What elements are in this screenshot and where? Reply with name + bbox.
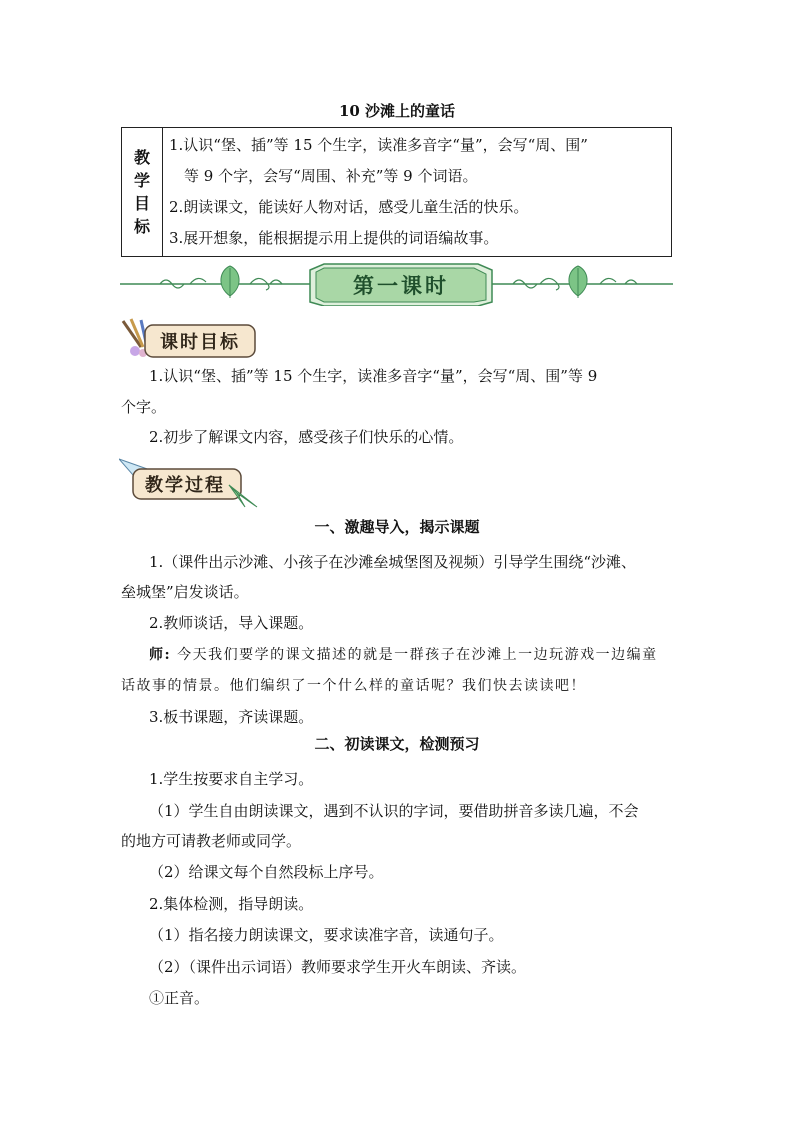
lesson-banner [120, 262, 673, 306]
goals-heading-cell [122, 128, 163, 257]
teaching-process-tag-label: 教学过程 [145, 475, 225, 496]
lesson-goal-line [121, 422, 673, 453]
paragraph [121, 547, 673, 578]
goal-line: 1.认识“堡、插”等 15 个生字，读准多音字“量”，会写“周、围” [169, 136, 588, 154]
teacher-speech-text: 今天我们要学的课文描述的就是一群孩子在沙滩上一边玩游戏一边编童 [171, 647, 658, 663]
teacher-label: 师: [149, 647, 172, 663]
paragraph-text: 2.教师谈话，导入课题。 [149, 614, 314, 632]
paragraph-text: （1）学生自由朗读课文，遇到不认识的字词，要借助拼音多读几遍，不会 [149, 802, 639, 820]
paragraph-text: ①正音。 [149, 989, 210, 1007]
paragraph-text: 3.板书课题，齐读课题。 [149, 708, 314, 726]
goals-heading-char: 教 [133, 148, 150, 167]
lesson-goals-tag-label: 课时目标 [160, 332, 240, 353]
paragraph [121, 920, 673, 951]
paragraph-text: （2）（课件出示词语）教师要求学生开火车朗读、齐读。 [149, 958, 527, 976]
lesson-goal-text: 1.认识“堡、插”等 15 个生字，读准多音字“量”，会写“周、围”等 9 [149, 367, 598, 385]
paragraph-text: 2.集体检测，指导朗读。 [149, 895, 314, 913]
paragraph-text: （1）指名接力朗读课文，要求读准字音，读通句子。 [149, 926, 504, 944]
teaching-process-tag [119, 455, 259, 511]
banner-label: 第一课时 [353, 274, 449, 298]
goal-line: 3.展开想象，能根据提示用上提供的词语编故事。 [169, 229, 499, 247]
lesson-title: 10 沙滩上的童话 [338, 102, 456, 120]
paragraph [121, 889, 673, 920]
paragraph-text: 1.学生按要求自主学习。 [149, 770, 314, 788]
lesson-goal-line: 个字。 [121, 398, 167, 416]
paragraph-text: （2）给课文每个自然段标上序号。 [149, 863, 384, 881]
paragraph [121, 796, 673, 827]
goals-body-cell [163, 128, 672, 257]
lesson-goal-text: 2.初步了解课文内容，感受孩子们快乐的心情。 [149, 428, 464, 446]
goals-heading-char: 学 [133, 171, 150, 190]
goals-heading-char: 标 [133, 217, 150, 236]
lesson-goal-line [121, 361, 673, 392]
goal-line: 2.朗读课文，能读好人物对话，感受儿童生活的快乐。 [169, 198, 529, 216]
paragraph [121, 983, 673, 1014]
paragraph [121, 608, 673, 639]
teacher-speech [121, 640, 673, 671]
section-heading: 二、初读课文，检测预习 [314, 735, 480, 753]
paragraph [121, 952, 673, 983]
teacher-speech: 话故事的情景。他们编织了一个什么样的童话呢？我们快去读读吧！ [121, 678, 586, 694]
teaching-goals-table [121, 127, 672, 257]
section-heading: 一、激趣导入，揭示课题 [314, 518, 480, 536]
paragraph-text: 1.（课件出示沙滩、小孩子在沙滩垒城堡图及视频）引导学生围绕“沙滩、 [149, 553, 636, 571]
lesson-goals-tag [119, 317, 257, 359]
paragraph [121, 702, 673, 733]
paragraph: 的地方可请教老师或同学。 [121, 832, 302, 850]
paragraph [121, 764, 673, 795]
goal-line: 等 9 个字，会写“周围、补充”等 9 个词语。 [184, 167, 478, 185]
paragraph: 垒城堡”启发谈话。 [121, 583, 249, 601]
goals-heading-char: 目 [133, 194, 150, 213]
paragraph [121, 857, 673, 888]
brushes-icon [123, 319, 147, 357]
